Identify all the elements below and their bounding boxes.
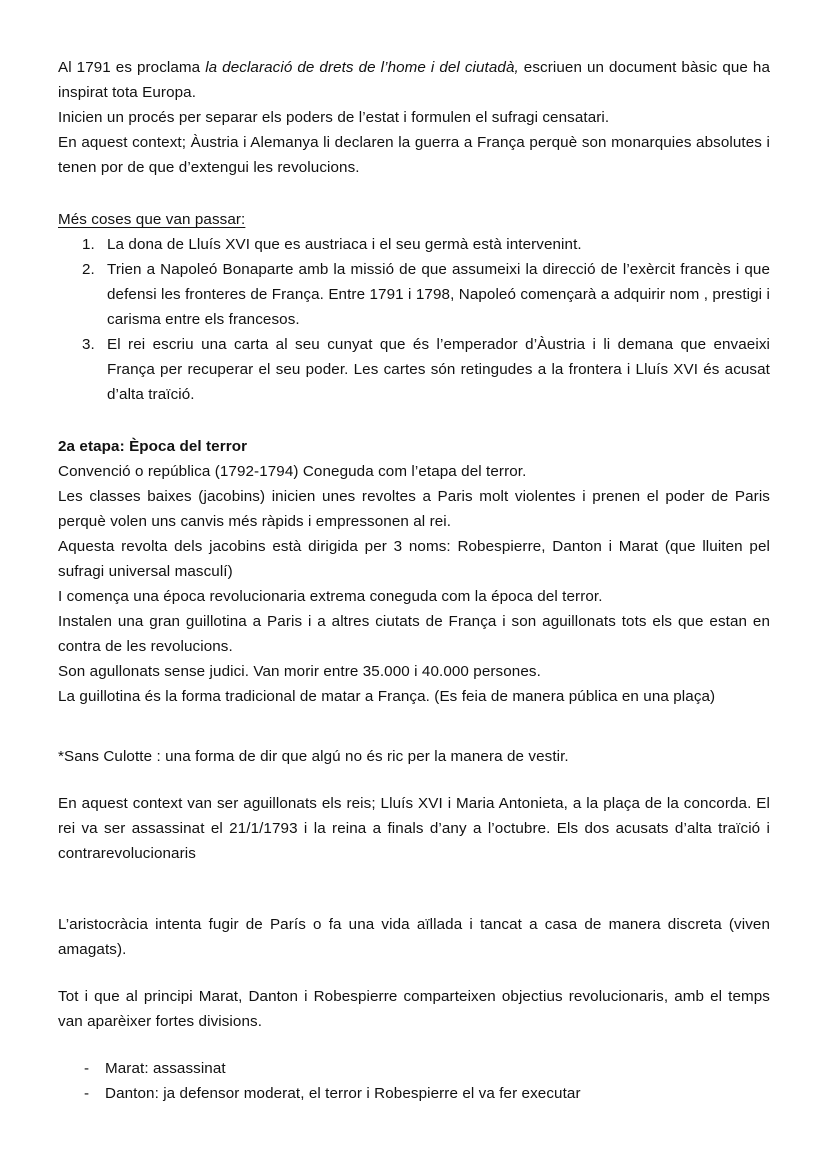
- list-item: El rei escriu una carta al seu cunyat que és l’emperador d’Àustria i li demana que envaeixi França per recuperar el seu poder. Les cartes són retingudes a la frontera i Lluís XVI és acusat d’alta traïció.: [107, 336, 770, 403]
- executions-paragraph: En aquest context van ser aguillonats els reis; Lluís XVI i Maria Antonieta, a la plaça de la concorda. El rei va ser assassinat el 21/1/1793 i la reina a finals d’any a l’octubre. Els dos acusats d’alta traïció i contrarevolucionaris: [58, 795, 770, 862]
- intro-paragraph-3: En aquest context; Àustria i Alemanya li declaren la guerra a França perquè son monarquies absolutes i tenen por de que d’extengui les revolucions.: [58, 134, 770, 176]
- second-stage-line-3: Aquesta revolta dels jacobins està dirigida per 3 noms: Robespierre, Danton i Marat (que lluiten pel sufragi universal masculí): [58, 538, 770, 580]
- list-item: La dona de Lluís XVI que es austriaca i el seu germà està intervenint.: [107, 236, 582, 253]
- intro-paragraph-2: Inicien un procés per separar els poders de l’estat i formulen el sufragi censatari.: [58, 109, 610, 126]
- divisions-paragraph: Tot i que al principi Marat, Danton i Robespierre comparteixen objectius revolucionaris, amb el temps van aparèixer fortes divisions.: [58, 988, 770, 1030]
- sans-culotte-footnote: *Sans Culotte : una forma de dir que algú no és ric per la manera de vestir.: [58, 748, 569, 765]
- spacer: [58, 901, 770, 912]
- document-body: [58, 55, 770, 1106]
- spacer: [58, 407, 770, 434]
- list-item: - Marat: assassinat: [58, 1056, 770, 1081]
- more-things-list: [58, 232, 770, 407]
- second-stage-line-2: Les classes baixes (jacobins) inicien unes revoltes a Paris molt violentes i prenen el poder de Paris perquè volen uns canvis més ràpids i empressonen al rei.: [58, 488, 770, 530]
- second-stage-line-7: La guillotina és la forma tradicional de matar a França. (Es feia de manera pública en una plaça): [58, 688, 716, 705]
- second-stage-line-1: Convenció o república (1792-1794) Coneguda com l’etapa del terror.: [58, 463, 527, 480]
- second-stage-section: [58, 459, 770, 709]
- spacer: [58, 866, 770, 901]
- list-item: - Danton: ja defensor moderat, el terror i Robespierre el va fer executar: [58, 1081, 770, 1106]
- spacer: [58, 709, 770, 744]
- spacer: [58, 180, 770, 207]
- aristocracy-paragraph: L’aristocràcia intenta fugir de París o fa una vida aïllada i tancat a casa de manera discreta (viven amagats).: [58, 916, 770, 958]
- second-stage-line-4: I comença una época revolucionaria extrema coneguda com la época del terror.: [58, 588, 603, 605]
- intro-line1-suffix: escriuen un document bàsic que ha inspirat tota Europa.: [58, 59, 771, 101]
- intro-paragraph-1: [58, 55, 770, 105]
- spacer: [58, 962, 770, 984]
- intro-section: [58, 55, 770, 180]
- spacer: [58, 769, 770, 791]
- spacer: [58, 1034, 770, 1056]
- more-things-heading: Més coses que van passar:: [58, 211, 246, 228]
- second-stage-heading: 2a etapa: Època del terror: [58, 438, 248, 455]
- second-stage-line-6: Son agullonats sense judici. Van morir entre 35.000 i 40.000 persones.: [58, 663, 541, 680]
- second-stage-line-5: Instalen una gran guillotina a Paris i a altres ciutats de França i son aguillonats tots els que estan en contra de les revolucions.: [58, 613, 770, 655]
- intro-line1-prefix: Al 1791 es proclama: [58, 59, 206, 76]
- divisions-list: [58, 1056, 770, 1106]
- declaration-title-italic: la declaració de drets de l’home i del ciutadà,: [205, 59, 519, 76]
- list-item: Trien a Napoleó Bonaparte amb la missió de que assumeixi la direcció de l’exèrcit francès i que defensi les fronteres de França. Entre 1791 i 1798, Napoleó començarà a adquirir nom , prestigi i carisma entre els francesos.: [107, 261, 770, 328]
